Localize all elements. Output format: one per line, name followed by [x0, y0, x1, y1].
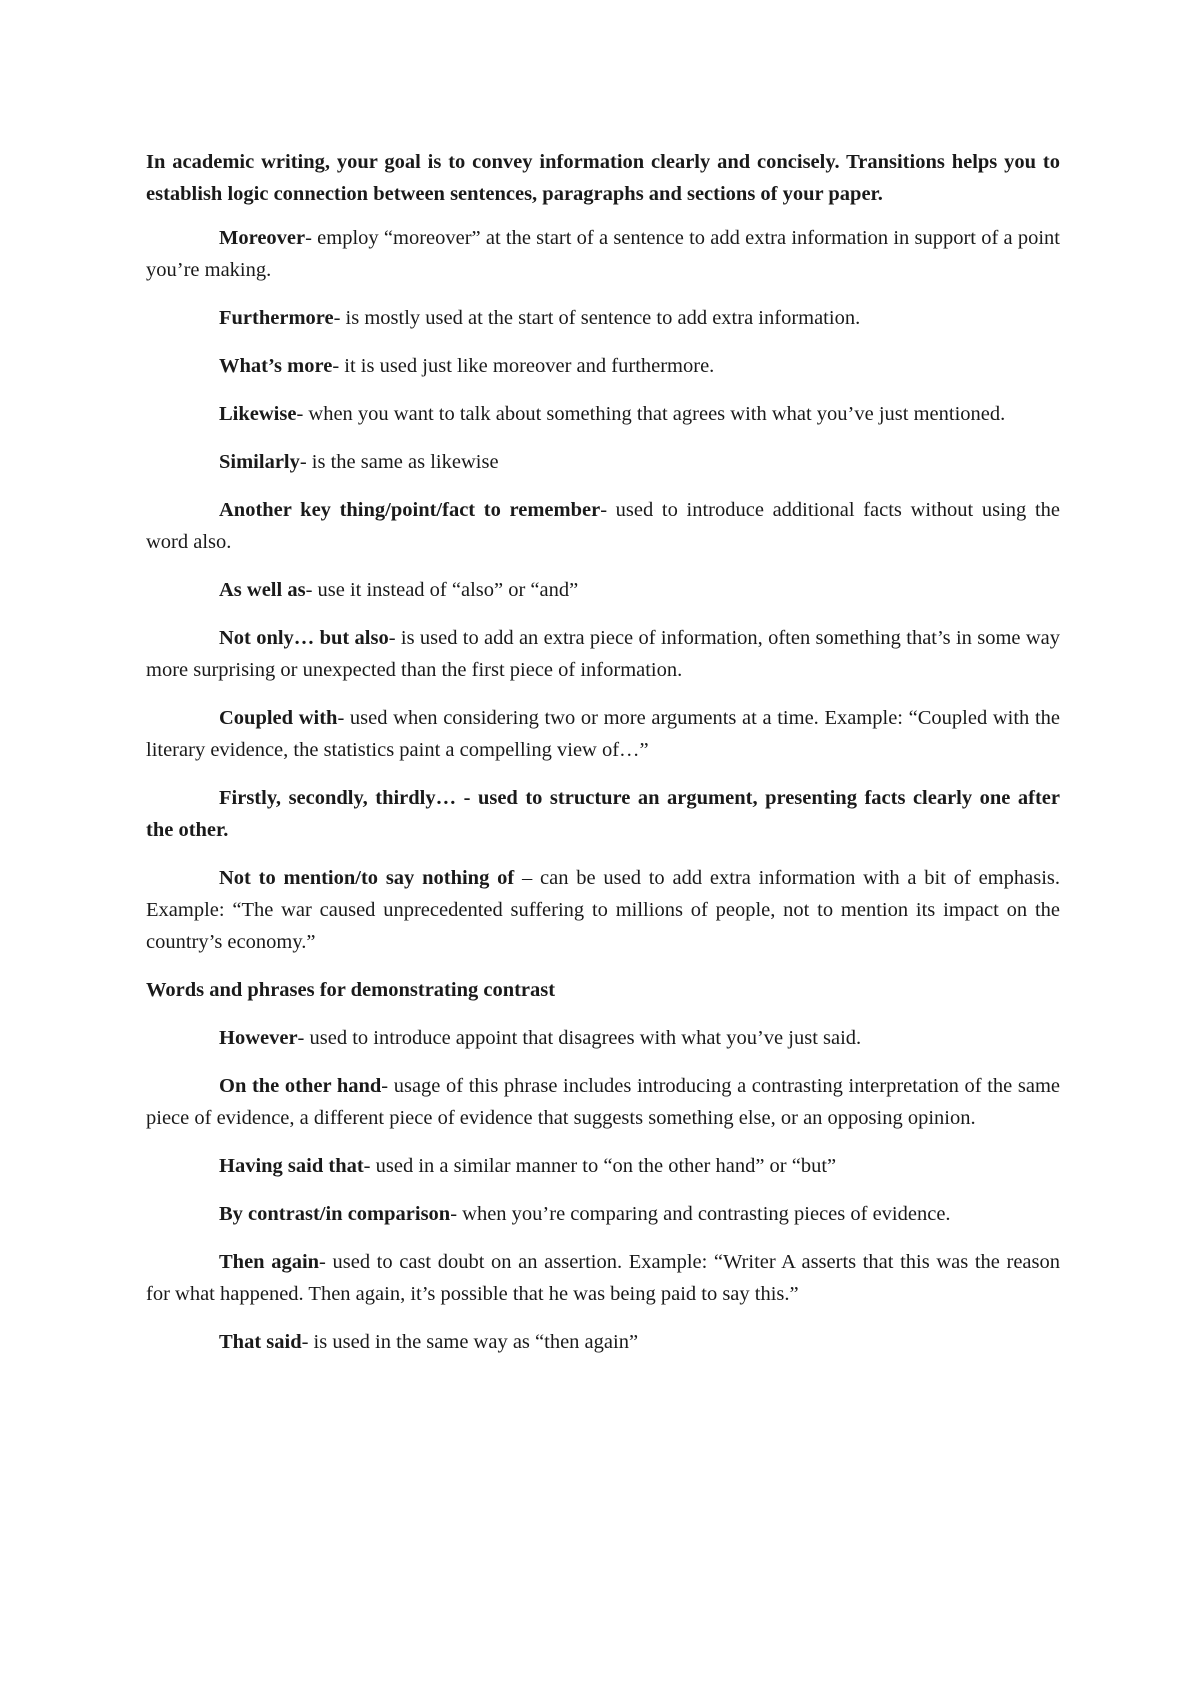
entry-term: As well as: [219, 579, 306, 601]
entry-term: By contrast/in comparison: [219, 1203, 451, 1225]
entry-another-key-thing: [146, 494, 1060, 558]
entry-by-contrast: [146, 1198, 1060, 1230]
entry-definition: - is used to add an extra piece of information, often something that’s in some way more surprising or unexpected than the first piece of information.: [146, 627, 1060, 681]
entry-having-said-that: [146, 1150, 1060, 1182]
entry-definition: - is the same as likewise: [299, 451, 499, 473]
entry-term: Having said that: [219, 1155, 364, 1177]
entry-definition: - when you want to talk about something that agrees with what you’ve just mentioned.: [296, 403, 1006, 425]
entry-whats-more: [146, 350, 1060, 382]
entry-firstly-secondly-thirdly: [146, 782, 1060, 846]
entry-as-well-as: [146, 574, 1060, 606]
entry-term: However: [219, 1027, 298, 1049]
entry-term: Similarly: [219, 451, 300, 473]
entry-then-again: [146, 1246, 1060, 1310]
intro-paragraph: In academic writing, your goal is to convey information clearly and concisely. Transitions helps you to establish logic connection between sentences, paragraphs and sections of your paper.: [146, 151, 1060, 205]
entry-similarly: [146, 446, 1060, 478]
entry-definition: - used when considering two or more arguments at a time. Example: “Coupled with the literary evidence, the statistics paint a compelling view of…”: [146, 707, 1060, 761]
entry-furthermore: [146, 302, 1060, 334]
entry-not-only-but-also: [146, 622, 1060, 686]
entry-coupled-with: [146, 702, 1060, 766]
entry-term: What’s more: [219, 355, 333, 377]
entry-definition: - usage of this phrase includes introducing a contrasting interpretation of the same piece of evidence, a different piece of evidence that suggests something else, or an opposing opinion.: [146, 1075, 1061, 1129]
entry-definition: - used to introduce appoint that disagrees with what you’ve just said.: [297, 1027, 862, 1049]
entry-moreover: [146, 222, 1060, 286]
entry-term: Not to mention/to say nothing of: [219, 867, 515, 889]
entry-term: Another key thing/point/fact to remember: [219, 499, 601, 521]
entry-definition: – can be used to add extra information with a bit of emphasis. Example: “The war caused unprecedented suffering to millions of people, not to mention its impact on the country’s economy.”: [146, 867, 1060, 953]
entry-term: Not only… but also: [219, 627, 389, 649]
entry-definition: - used to introduce additional facts without using the word also.: [146, 499, 1060, 553]
entry-term: On the other hand: [219, 1075, 382, 1097]
entry-on-the-other-hand: [146, 1070, 1060, 1134]
entry-term: Then again: [219, 1251, 320, 1273]
entry-definition: - used in a similar manner to “on the other hand” or “but”: [363, 1155, 837, 1177]
entry-term: Coupled with: [219, 707, 338, 729]
entry-definition: - use it instead of “also” or “and”: [305, 579, 579, 601]
entry-definition: - used to cast doubt on an assertion. Example: “Writer A asserts that this was the reason for what happened. Then again, it’s possible that he was being paid to say this.”: [146, 1251, 1060, 1305]
entry-term: Firstly, secondly, thirdly… - used to structure an argument, presenting facts clearly one after the other.: [146, 787, 1060, 841]
entry-term: Likewise: [219, 403, 297, 425]
entry-that-said: [146, 1326, 1060, 1358]
entry-not-to-mention: [146, 862, 1060, 958]
entry-term: That said: [219, 1331, 302, 1353]
entry-however: [146, 1022, 1060, 1054]
entry-term: Furthermore: [219, 307, 334, 329]
entry-definition: - it is used just like moreover and furthermore.: [332, 355, 715, 377]
document-page: [146, 146, 1060, 1374]
entry-definition: - when you’re comparing and contrasting pieces of evidence.: [450, 1203, 951, 1225]
entry-term: Moreover: [219, 227, 306, 249]
entry-definition: - is used in the same way as “then again”: [301, 1331, 639, 1353]
contrast-section-heading: Words and phrases for demonstrating contrast: [146, 979, 556, 1001]
entry-definition: - is mostly used at the start of sentence to add extra information.: [333, 307, 861, 329]
entry-likewise: [146, 398, 1060, 430]
entry-definition: - employ “moreover” at the start of a sentence to add extra information in support of a point you’re making.: [146, 227, 1060, 281]
